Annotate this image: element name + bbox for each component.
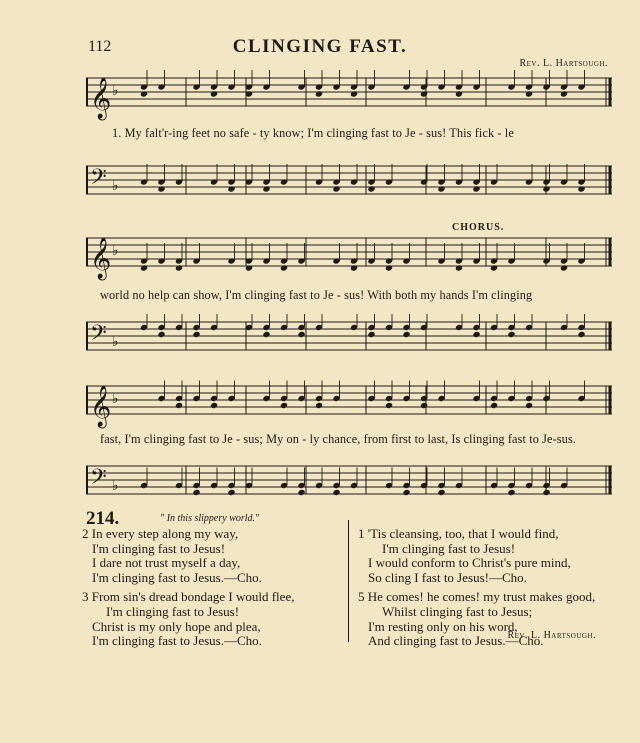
flat-sign-icon: ♭ — [112, 334, 119, 350]
verse-line: 1 'Tis cleansing, too, that I would find, — [358, 526, 559, 541]
staff-bass-2 — [86, 314, 612, 366]
bass-clef-icon: 𝄢 — [90, 321, 107, 351]
treble-clef-icon: 𝄞 — [90, 78, 112, 119]
hymn-title: CLINGING FAST. — [232, 36, 408, 57]
verse-line: I'm clinging fast to Jesus.—Cho. — [92, 569, 262, 585]
hymn-subtitle: " In this slippery world." — [160, 513, 260, 524]
verse-line: I'm clinging fast to Jesus.—Cho. — [92, 633, 262, 649]
treble-clef-icon: 𝄞 — [90, 238, 112, 279]
verse-line: I'm clinging fast to Jesus! — [382, 540, 516, 556]
composer-credit: Rev. L. Hartsough. — [519, 58, 608, 69]
verse-line: Whilst clinging fast to Jesus; — [382, 603, 533, 619]
verse-line: 2 In every step along my way, — [82, 526, 239, 541]
treble-clef-icon: 𝄞 — [90, 386, 112, 427]
flat-sign-icon: ♭ — [112, 243, 119, 259]
verse-3 — [82, 590, 294, 648]
page-number: 112 — [88, 38, 112, 55]
verse-line: Christ is my only hope and plea, — [92, 618, 261, 634]
staff-treble-1 — [86, 70, 612, 122]
staff-bass-3 — [86, 458, 612, 510]
author-credit: Rev. L. Hartsough. — [507, 630, 596, 641]
verse-2 — [82, 527, 294, 585]
staff-treble-2 — [86, 230, 612, 282]
staff-treble-3 — [86, 378, 612, 430]
lyric-line-2: world no help can show, I'm clinging fast to Je - sus! With both my hands I'm clinging — [100, 288, 533, 302]
verse-4 — [358, 527, 595, 585]
hymn-number: 214. — [86, 508, 120, 529]
verse-line: I'm clinging fast to Jesus! — [92, 540, 226, 556]
chorus-label: CHORUS. — [452, 222, 505, 233]
verse-line: So cling I fast to Jesus!—Cho. — [368, 569, 527, 585]
flat-sign-icon: ♭ — [112, 178, 119, 194]
bass-clef-icon: 𝄢 — [90, 465, 107, 495]
bass-clef-icon: 𝄢 — [90, 165, 107, 195]
column-divider — [348, 520, 349, 642]
verse-line: 3 From sin's dread bondage I would flee, — [82, 589, 295, 605]
verse-line: I would conform to Christ's pure mind, — [368, 555, 571, 571]
lyric-line-3: fast, I'm clinging fast to Je - sus; My on - ly chance, from first to last, Is clinging fast to Je-sus. — [100, 432, 576, 446]
verses-left-column — [82, 527, 294, 654]
staff-bass-1 — [86, 158, 612, 210]
verse-line: I'm clinging fast to Jesus! — [106, 603, 240, 619]
verse-line: And clinging fast to Jesus.—Cho. — [368, 633, 544, 649]
lyric-line-1: 1. My falt'r-ing feet no safe - ty know; I'm clinging fast to Je - sus! This fick - le — [112, 126, 514, 140]
flat-sign-icon: ♭ — [112, 83, 119, 99]
verse-line: I dare not trust myself a day, — [92, 555, 241, 571]
verse-line: 5 He comes! he comes! my trust makes good, — [358, 589, 596, 605]
verse-line: I'm resting only on his word, — [368, 618, 518, 634]
flat-sign-icon: ♭ — [112, 478, 119, 494]
flat-sign-icon: ♭ — [112, 391, 119, 407]
